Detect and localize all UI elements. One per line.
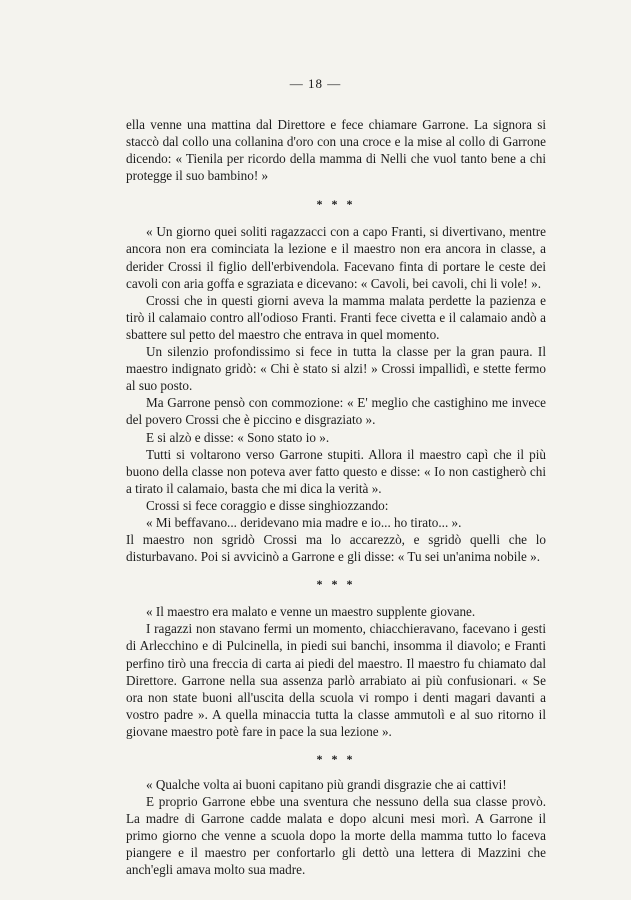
page-body [126, 116, 546, 879]
paragraph: I ragazzi non stavano fermi un momento, chiacchieravano, facevano i gesti di Arlecchino e di Pulcinella, in piedi sui banchi, insomma il diavolo; e Franti perfino tirò una freccia di carta ai piedi del maestro. Il maestro fu chiamato dal Direttore. Garrone nella sua assenza parlò arrabiato ai più confusionari. « Se ora non state buoni all'uscita della scuola vi rompo i denti magari davanti a vostro padre ». A quella minaccia tutta la classe ammutolì e al suo ritorno il giovane maestro potè fare in pace la sua lezione ». [126, 621, 546, 739]
section-separator: * * * [316, 197, 356, 212]
paragraph: Tutti si voltarono verso Garrone stupiti. Allora il maestro capì che il più buono della classe non poteva aver fatto questo e disse: « Io non castigherò chi a tirato il calamaio, basta che mi dica la verità ». [126, 446, 546, 496]
paragraph: E proprio Garrone ebbe una sventura che nessuno della sua classe provò. La madre di Garrone cadde malata e dopo alcuni mesi morì. A Garrone il primo giorno che venne a scuola dopo la morte della mamma tutto lo faceva piangere e il maestro per confortarlo gli dettò una lettera di Mazzini che anch'egli amava molto sua madre. [126, 794, 546, 878]
paragraph: Crossi si fece coraggio e disse singhiozzando: [146, 497, 389, 513]
section-separator: * * * [316, 752, 356, 766]
paragraph: Crossi che in questi giorni aveva la mamma malata perdette la pazienza e tirò il calamaio contro all'odioso Franti. Franti fece civetta e il calamaio andò a sbattere sul petto del maestro che entrava in quel momento. [126, 292, 546, 342]
section-separator: * * * [316, 577, 356, 592]
paragraph: E si alzò e disse: « Sono stato io ». [146, 429, 330, 445]
paragraph: Un silenzio profondissimo si fece in tutta la classe per la gran paura. Il maestro indignato gridò: « Chi è stato si alzi! » Crossi impallidì, e stette fermo al suo posto. [126, 344, 546, 394]
paragraph: ella venne una mattina dal Direttore e fece chiamare Garrone. La signora si staccò dal collo una collanina d'oro con una croce e la mise al collo di Garrone dicendo: « Tienila per ricordo della mamma di Nelli che vuol tanto bene a chi protegge il suo bambino! » [126, 117, 546, 184]
page-number: — 18 — [289, 76, 342, 91]
paragraph: Ma Garrone pensò con commozione: « E' meglio che castighino me invece del povero Crossi che è piccino e disgraziato ». [126, 395, 546, 428]
paragraph: « Un giorno quei soliti ragazzacci con a capo Franti, si divertivano, mentre ancora non era cominciata la lezione e il maestro non era ancora in classe, a derider Crossi il figlio dell'erbivendola. Facevano finta di portare le ceste dei cavoli con aria goffa e sgraziata e dicevano: « Cavoli, bei cavoli, chi li vole! ». [126, 224, 546, 291]
paragraph: « Il maestro era malato e venne un maestro supplente giovane. [146, 604, 476, 620]
paragraph: Il maestro non sgridò Crossi ma lo accarezzò, e sgridò quelli che lo disturbavano. Poi si avvicinò a Garrone e gli disse: « Tu sei un'anima nobile ». [126, 532, 546, 565]
paragraph: « Mi beffavano... deridevano mia madre e io... ho tirato... ». [146, 514, 462, 530]
paragraph: « Qualche volta ai buoni capitano più grandi disgrazie che ai cattivi! [146, 777, 507, 792]
